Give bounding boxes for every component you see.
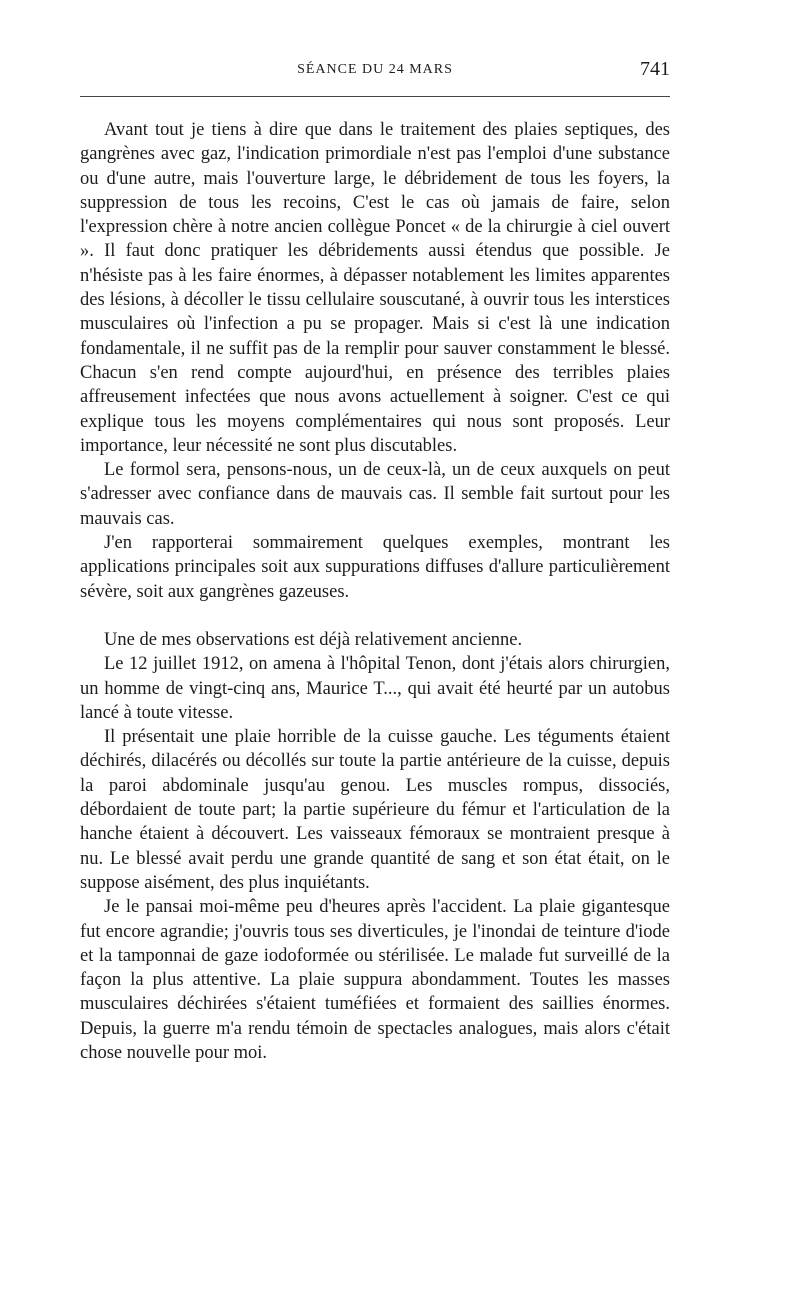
header-rule <box>80 96 670 97</box>
body-text <box>80 118 670 1065</box>
page-header <box>80 58 670 88</box>
paragraph: Une de mes observations est déjà relativement ancienne. <box>104 629 523 650</box>
paragraph: Le 12 juillet 1912, on amena à l'hôpital Tenon, dont j'étais alors chirurgien, un homme de vingt-cinq ans, Maurice T..., qui avait été heurté par un autobus lancé à toute vitesse. <box>80 654 670 723</box>
paragraph: Je le pansai moi-même peu d'heures après l'accident. La plaie gigantesque fut encore agrandie; j'ouvris tous ses diverticules, je l'inondai de teinture d'iode et la tamponnai de gaze iodoformée ou stérilisée. Le malade fut surveillé de la façon la plus attentive. La plaie suppura abondamment. Toutes les masses musculaires déchirées s'étaient tuméfiées et formaient des saillies énormes. Depuis, la guerre m'a rendu témoin de spectacles analogues, mais alors c'était chose nouvelle pour moi. <box>80 897 670 1063</box>
paragraph: Il présentait une plaie horrible de la cuisse gauche. Les téguments étaient déchirés, dilacérés ou décollés sur toute la partie antérieure de la cuisse, depuis la paroi abdominale jusqu'au genou. Les muscles rompus, dissociés, débordaient de toute part; la partie supérieure du fémur et l'articulation de la hanche étaient à découvert. Les vaisseaux fémoraux se montraient presque à nu. Le blessé avait perdu une grande quantité de sang et son état était, on le suppose aisément, des plus inquiétants. <box>80 727 670 893</box>
page-number: 741 <box>640 58 670 80</box>
running-title: SÉANCE DU 24 MARS <box>297 62 453 77</box>
paragraph: J'en rapporterai sommairement quelques exemples, montrant les applications principales soit aux suppurations diffuses d'allure particulièrement sévère, soit aux gangrènes gazeuses. <box>80 533 670 602</box>
paragraph: Le formol sera, pensons-nous, un de ceux-là, un de ceux auxquels on peut s'adresser avec confiance dans de mauvais cas. Il semble fait surtout pour les mauvais cas. <box>80 460 670 529</box>
paragraph: Avant tout je tiens à dire que dans le traitement des plaies septiques, des gangrènes avec gaz, l'indication primordiale n'est pas l'emploi d'une substance ou d'une autre, mais l'ouverture large, le débridement de tous les foyers, la suppression de tous les recoins, C'est le cas où jamais de faire, selon l'expression chère à notre ancien collègue Poncet « de la chirurgie à ciel ouvert ». Il faut donc pratiquer les débridements aussi étendus que possible. Je n'hésiste pas à les faire énormes, à dépasser notablement les limites apparentes des lésions, à décoller le tissu cellulaire souscutané, à ouvrir tous les interstices musculaires où l'infection a pu se propager. Mais si c'est là une indication fondamentale, il ne suffit pas de la remplir pour sauver constamment le blessé. Chacun s'en rend compte aujourd'hui, en présence des terribles plaies affreusement infectées que nous avons actuellement à soigner. C'est ce qui explique tous les moyens complémentaires qui nous sont proposés. Leur importance, leur nécessité ne sont plus discutables. <box>80 120 670 456</box>
